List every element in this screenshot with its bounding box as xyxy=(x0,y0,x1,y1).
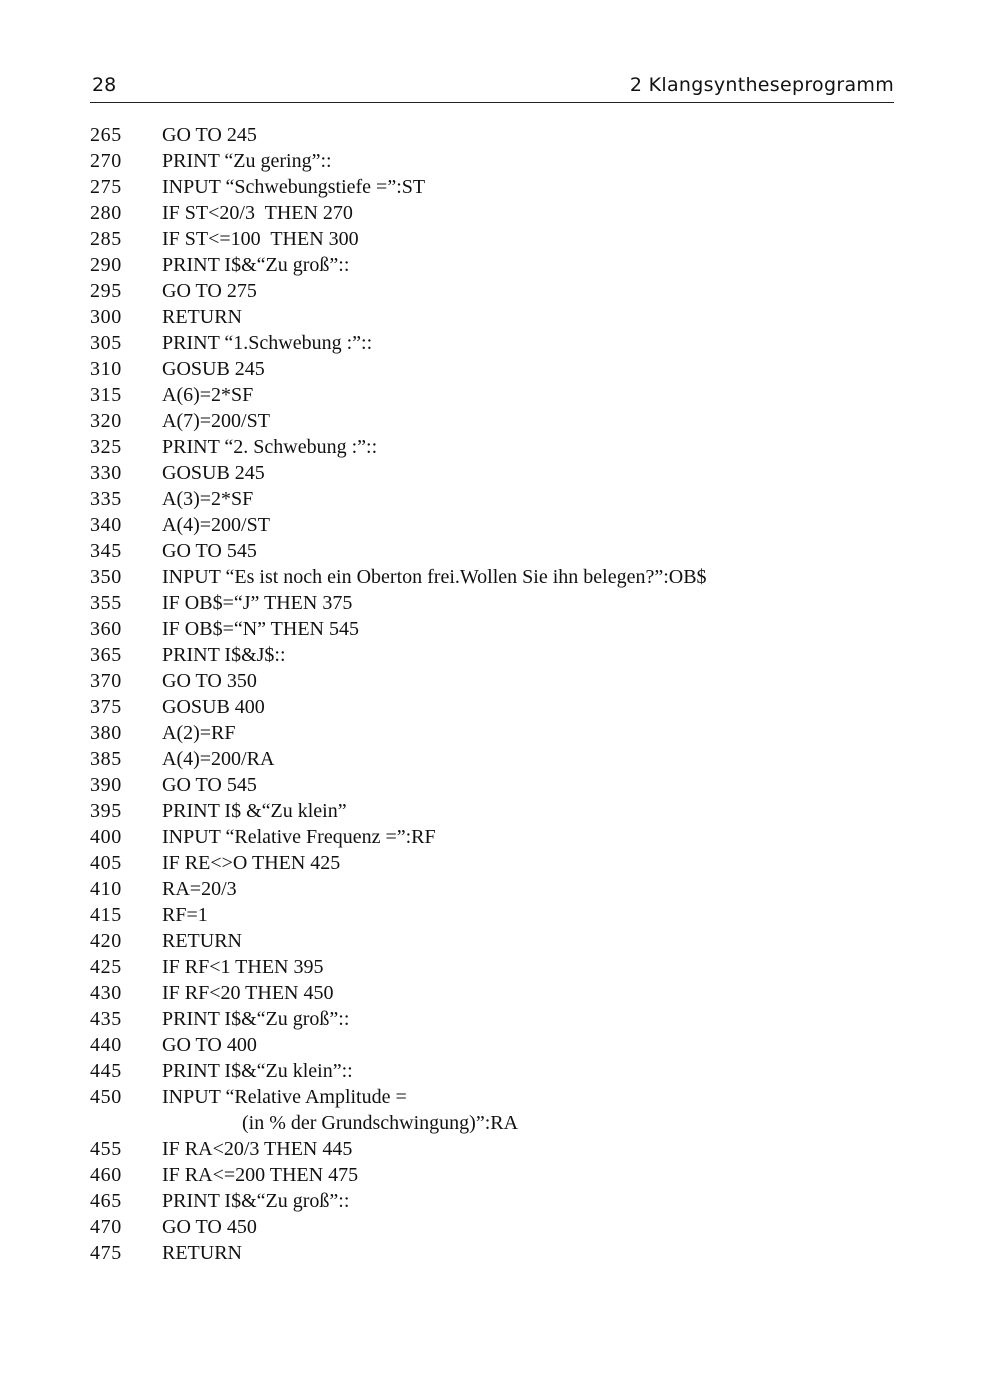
line-number: 380 xyxy=(90,722,122,744)
code-text: A(6)=2*SF xyxy=(162,384,254,406)
code-text: GO TO 450 xyxy=(162,1216,257,1238)
code-text: A(3)=2*SF xyxy=(162,488,254,510)
line-number: 435 xyxy=(90,1008,122,1030)
code-line xyxy=(90,1006,910,1032)
line-number: 280 xyxy=(90,202,122,224)
code-text: IF RF<20 THEN 450 xyxy=(162,982,334,1004)
page-header xyxy=(90,72,894,103)
code-line xyxy=(90,1136,910,1162)
code-line xyxy=(90,226,910,252)
line-number: 365 xyxy=(90,644,122,666)
line-number: 465 xyxy=(90,1190,122,1212)
code-line xyxy=(90,850,910,876)
line-number: 450 xyxy=(90,1086,122,1108)
code-text: INPUT “Schwebungstiefe =”:ST xyxy=(162,176,426,198)
line-number: 455 xyxy=(90,1138,122,1160)
code-line xyxy=(90,278,910,304)
line-number: 375 xyxy=(90,696,122,718)
line-number: 345 xyxy=(90,540,122,562)
code-line xyxy=(90,772,910,798)
code-line xyxy=(90,538,910,564)
code-text: PRINT “Zu gering”:: xyxy=(162,150,332,172)
code-line xyxy=(90,668,910,694)
line-number: 295 xyxy=(90,280,122,302)
code-listing xyxy=(90,122,910,1266)
code-text: GO TO 545 xyxy=(162,774,257,796)
line-number: 285 xyxy=(90,228,122,250)
code-text: A(7)=200/ST xyxy=(162,410,270,432)
code-text: GO TO 545 xyxy=(162,540,257,562)
code-text: IF RE<>O THEN 425 xyxy=(162,852,341,874)
code-line xyxy=(90,642,910,668)
running-head: 2 Klangsyntheseprogramm xyxy=(629,74,894,96)
code-line xyxy=(90,1032,910,1058)
line-number: 265 xyxy=(90,124,122,146)
code-line xyxy=(90,330,910,356)
code-line xyxy=(90,954,910,980)
code-text: RA=20/3 xyxy=(162,878,237,900)
code-text: PRINT I$&J$:: xyxy=(162,644,286,666)
line-number: 475 xyxy=(90,1242,122,1264)
code-text: PRINT I$&“Zu groß”:: xyxy=(162,254,350,276)
line-number: 315 xyxy=(90,384,122,406)
code-line xyxy=(90,928,910,954)
code-line xyxy=(90,382,910,408)
code-text: (in % der Grundschwingung)”:RA xyxy=(242,1112,519,1134)
code-text: PRINT I$&“Zu klein”:: xyxy=(162,1060,353,1082)
code-line xyxy=(90,902,910,928)
code-line xyxy=(90,148,910,174)
line-number: 425 xyxy=(90,956,122,978)
code-line xyxy=(90,564,910,590)
code-line xyxy=(90,590,910,616)
code-text: IF OB$=“J” THEN 375 xyxy=(162,592,353,614)
code-line xyxy=(90,304,910,330)
line-number: 270 xyxy=(90,150,122,172)
code-text: PRINT “2. Schwebung :”:: xyxy=(162,436,378,458)
code-line xyxy=(90,434,910,460)
line-number: 305 xyxy=(90,332,122,354)
code-line xyxy=(90,616,910,642)
code-line xyxy=(90,1110,910,1136)
code-line xyxy=(90,356,910,382)
line-number: 275 xyxy=(90,176,122,198)
code-text: PRINT I$ &“Zu klein” xyxy=(162,800,347,822)
line-number: 430 xyxy=(90,982,122,1004)
code-line xyxy=(90,746,910,772)
code-line xyxy=(90,1240,910,1266)
code-text: INPUT “Es ist noch ein Oberton frei.Wollen Sie ihn belegen?”:OB$ xyxy=(162,566,707,588)
code-text: RETURN xyxy=(162,930,242,952)
code-text: GO TO 350 xyxy=(162,670,257,692)
line-number: 385 xyxy=(90,748,122,770)
code-text: PRINT I$&“Zu groß”:: xyxy=(162,1008,350,1030)
line-number: 340 xyxy=(90,514,122,536)
code-text: IF ST<=100 THEN 300 xyxy=(162,228,359,250)
code-text: IF ST<20/3 THEN 270 xyxy=(162,202,353,224)
line-number: 390 xyxy=(90,774,122,796)
code-line xyxy=(90,174,910,200)
code-line xyxy=(90,980,910,1006)
code-line xyxy=(90,694,910,720)
code-line xyxy=(90,720,910,746)
line-number: 325 xyxy=(90,436,122,458)
line-number: 350 xyxy=(90,566,122,588)
code-text: GO TO 275 xyxy=(162,280,257,302)
code-text: IF RF<1 THEN 395 xyxy=(162,956,324,978)
code-line xyxy=(90,1058,910,1084)
line-number: 410 xyxy=(90,878,122,900)
code-text: A(4)=200/RA xyxy=(162,748,275,770)
code-line xyxy=(90,122,910,148)
code-text: INPUT “Relative Amplitude = xyxy=(162,1086,407,1108)
code-text: IF RA<20/3 THEN 445 xyxy=(162,1138,353,1160)
code-text: RF=1 xyxy=(162,904,208,926)
code-line xyxy=(90,1214,910,1240)
code-line xyxy=(90,1084,910,1110)
line-number: 420 xyxy=(90,930,122,952)
code-text: IF RA<=200 THEN 475 xyxy=(162,1164,359,1186)
line-number: 460 xyxy=(90,1164,122,1186)
code-text: INPUT “Relative Frequenz =”:RF xyxy=(162,826,436,848)
code-text: GO TO 245 xyxy=(162,124,257,146)
line-number: 400 xyxy=(90,826,122,848)
code-text: IF OB$=“N” THEN 545 xyxy=(162,618,360,640)
line-number: 355 xyxy=(90,592,122,614)
code-text: GO TO 400 xyxy=(162,1034,257,1056)
line-number: 440 xyxy=(90,1034,122,1056)
code-line xyxy=(90,512,910,538)
line-number: 405 xyxy=(90,852,122,874)
page-number: 28 xyxy=(92,74,117,96)
line-number: 395 xyxy=(90,800,122,822)
code-text: PRINT “1.Schwebung :”:: xyxy=(162,332,373,354)
code-text: A(4)=200/ST xyxy=(162,514,270,536)
line-number: 360 xyxy=(90,618,122,640)
code-text: GOSUB 400 xyxy=(162,696,265,718)
code-text: GOSUB 245 xyxy=(162,358,265,380)
line-number: 330 xyxy=(90,462,122,484)
code-line xyxy=(90,824,910,850)
code-line xyxy=(90,798,910,824)
line-number: 415 xyxy=(90,904,122,926)
line-number: 320 xyxy=(90,410,122,432)
code-line xyxy=(90,876,910,902)
line-number: 445 xyxy=(90,1060,122,1082)
code-line xyxy=(90,486,910,512)
code-line xyxy=(90,460,910,486)
code-text: RETURN xyxy=(162,306,242,328)
line-number: 370 xyxy=(90,670,122,692)
line-number: 470 xyxy=(90,1216,122,1238)
code-line xyxy=(90,1162,910,1188)
code-line xyxy=(90,1188,910,1214)
line-number: 290 xyxy=(90,254,122,276)
code-line xyxy=(90,200,910,226)
line-number: 300 xyxy=(90,306,122,328)
code-line xyxy=(90,408,910,434)
code-text: PRINT I$&“Zu groß”:: xyxy=(162,1190,350,1212)
line-number: 310 xyxy=(90,358,122,380)
code-text: GOSUB 245 xyxy=(162,462,265,484)
code-text: RETURN xyxy=(162,1242,242,1264)
code-line xyxy=(90,252,910,278)
line-number: 335 xyxy=(90,488,122,510)
code-text: A(2)=RF xyxy=(162,722,236,744)
